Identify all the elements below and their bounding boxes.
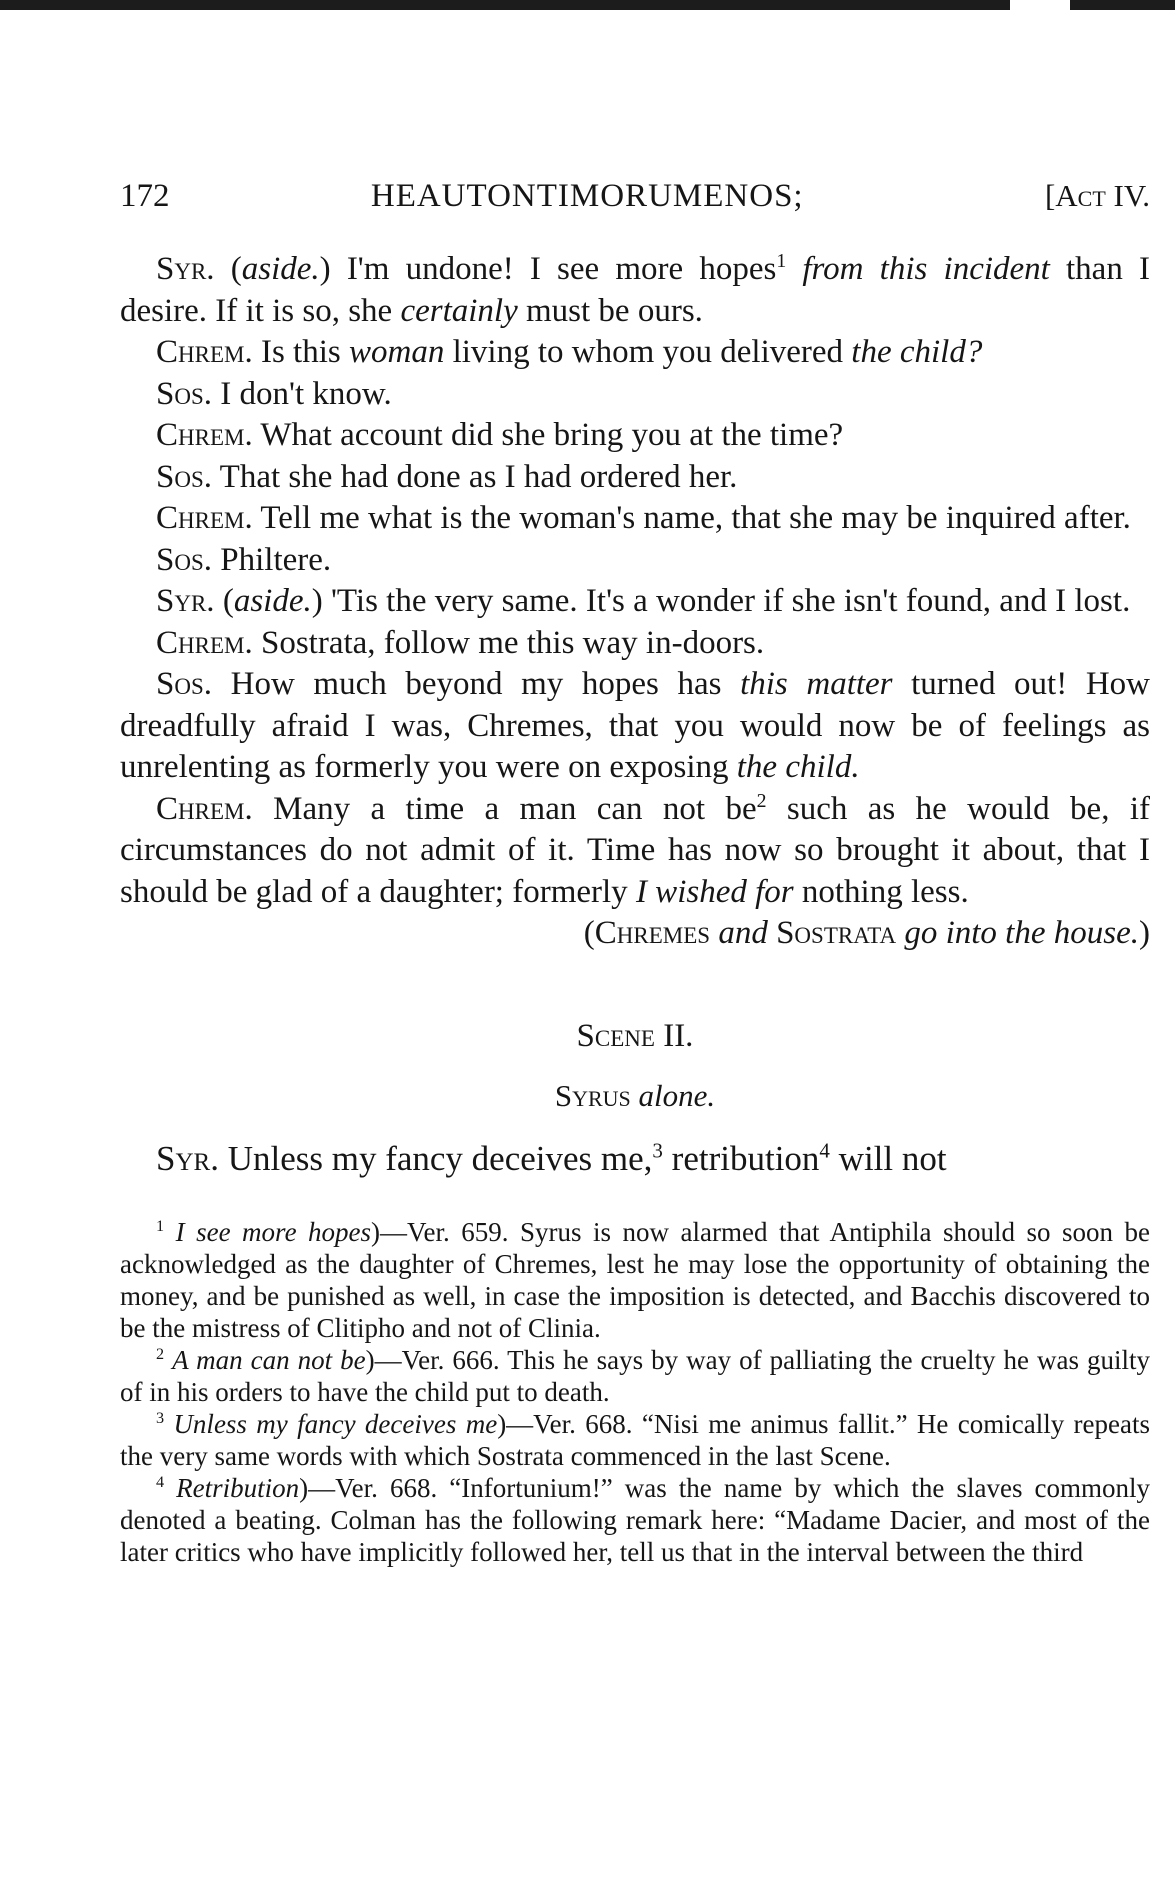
speech	[120, 498, 1150, 540]
text-run: must be ours.	[517, 292, 703, 329]
text-run: Tell me what is the woman's name, that she may be inquired after.	[252, 500, 1131, 536]
italic-text: aside.	[233, 583, 312, 619]
text-run: retribution	[662, 1138, 820, 1178]
text-run: such as he would be, if circumstances do not admit of it. Time has now so brought it about, that I should be glad of a daughter; formerly	[120, 790, 1150, 910]
scene-character-note: alone.	[630, 1077, 716, 1113]
italic-text: go into the house.	[896, 915, 1139, 951]
running-header	[120, 178, 1150, 215]
page-number: 172	[120, 178, 170, 214]
stage-direction	[120, 913, 1150, 955]
italic-text: I wished for	[635, 873, 794, 910]
footnote-ref: 1	[776, 250, 787, 272]
footnote-number: 1	[156, 1216, 165, 1235]
text-run: )—Ver. 668. “Nisi me animus fallit.” He comically repeats the very same words with which Sostrata commenced in the last Scene.	[120, 1408, 1150, 1471]
scene-character-line	[120, 1075, 1150, 1117]
text-run: ) 'Tis the very same. It's a wonder if she isn't found, and I lost.	[311, 583, 1131, 619]
speech	[120, 249, 1150, 332]
text-run: living to whom you delivered	[444, 334, 852, 370]
speech	[120, 415, 1150, 457]
italic-text: A man can not be	[172, 1344, 366, 1375]
dialogue-block	[120, 249, 1150, 913]
top-border-gap	[1010, 0, 1070, 10]
footnote	[120, 1344, 1150, 1408]
footnote-ref: 3	[652, 1137, 663, 1162]
text-run: (	[583, 915, 595, 951]
speaker-name: Chrem.	[156, 624, 253, 661]
text-run: (	[214, 583, 234, 619]
text-run: )—Ver. 666. This he says by way of palliating the cruelty he was guilty of in his orders to have the child put to death.	[120, 1344, 1151, 1407]
italic-text: this matter	[740, 666, 893, 702]
speech	[120, 374, 1150, 416]
text-run: How much beyond my hopes has	[212, 666, 741, 702]
speaker-name: Syr.	[156, 251, 215, 287]
footnotes	[120, 1216, 1150, 1568]
italic-text: I see more hopes	[175, 1216, 372, 1247]
text-run: than I desire. If it is so, she	[120, 251, 1150, 329]
italic-text: from this incident	[802, 251, 1050, 287]
speech	[120, 789, 1150, 914]
footnote-number: 3	[156, 1408, 165, 1427]
speaker-name: Sos.	[156, 375, 213, 412]
italic-text: the child?	[851, 334, 983, 370]
speech	[120, 332, 1150, 374]
italic-text: Retribution	[176, 1472, 300, 1503]
speech	[120, 457, 1150, 499]
text-run: Unless my fancy deceives me,	[218, 1138, 653, 1178]
scene-character: Syrus	[554, 1077, 631, 1113]
character-name: Chremes	[594, 915, 711, 951]
text-run: ) I'm undone! I see more hopes	[319, 251, 777, 287]
text-run: nothing less.	[793, 873, 969, 910]
italic-text: certainly	[400, 292, 518, 329]
speaker-name: Sos.	[156, 458, 213, 495]
italic-text: woman	[348, 334, 445, 370]
text-run: )	[1139, 915, 1150, 951]
scene-heading	[120, 1015, 1150, 1057]
text-run: Sostrata, follow me this way in-doors.	[252, 624, 765, 661]
text-run: I don't know.	[212, 375, 392, 412]
speaker-name: Chrem.	[156, 500, 253, 536]
text-run: )—Ver. 668. “Infortunium!” was the name by which the slaves commonly denoted a beating. Colman has the following remark here: “Madame Dacier, and most of the later critics who have implicitly followed her, tell us that in the interval between the third	[120, 1472, 1151, 1567]
footnote-number: 2	[156, 1344, 165, 1363]
scene-word: Scene	[576, 1017, 655, 1054]
speaker-name: Syr.	[156, 1138, 219, 1178]
footnote	[120, 1408, 1150, 1472]
speaker-name: Chrem.	[156, 417, 253, 453]
text-run: Many a time a man can not be	[252, 790, 757, 827]
speaker-name: Sos.	[156, 666, 213, 702]
text-run: turned out! How dreadfully afraid I was, Chremes, that you would now be of feelings as unrelenting as formerly you were on exposing	[120, 666, 1150, 785]
act-label: [Act IV.	[1044, 178, 1150, 213]
text-run: What account did she bring you at the time?	[252, 417, 844, 453]
text-run	[786, 251, 802, 287]
speech	[120, 664, 1150, 789]
speaker-name: Chrem.	[156, 334, 253, 370]
footnote-number: 4	[156, 1472, 165, 1491]
footnote-ref: 2	[756, 789, 767, 812]
text-run: )—Ver. 659. Syrus is now alarmed that Antiphila should so soon be acknowledged as the daughter of Chremes, lest he may lose the opportunity of obtaining the money, and be punished as well, in case the imposition is detected, and Bacchis discovered to be the mistress of Clitipho and not of Clinia.	[120, 1216, 1150, 1343]
scene-number: II.	[654, 1017, 694, 1054]
text-run: That she had done as I had ordered her.	[212, 458, 738, 495]
character-name: Sostrata	[776, 915, 897, 951]
footnote	[120, 1216, 1150, 1344]
speech	[120, 581, 1150, 623]
scene-first-speech	[120, 1137, 1150, 1181]
speaker-name: Chrem.	[156, 790, 253, 827]
speaker-name: Sos.	[156, 541, 213, 578]
italic-text: aside.	[241, 251, 320, 287]
italic-text: and	[710, 915, 777, 951]
speech	[120, 623, 1150, 665]
text-run: Philtere.	[212, 541, 332, 578]
speech	[120, 540, 1150, 582]
page-body	[120, 178, 1150, 1568]
footnote	[120, 1472, 1150, 1568]
running-title: HEAUTONTIMORUMENOS;	[370, 178, 804, 214]
italic-text: Unless my fancy deceives me	[173, 1408, 498, 1439]
text-run: (	[214, 251, 242, 287]
speaker-name: Syr.	[156, 583, 215, 619]
top-border-rule	[0, 0, 1175, 10]
text-run: Is this	[252, 334, 349, 370]
footnote-ref: 4	[819, 1137, 830, 1162]
italic-text: the child.	[736, 749, 860, 785]
text-run: will not	[829, 1138, 947, 1178]
